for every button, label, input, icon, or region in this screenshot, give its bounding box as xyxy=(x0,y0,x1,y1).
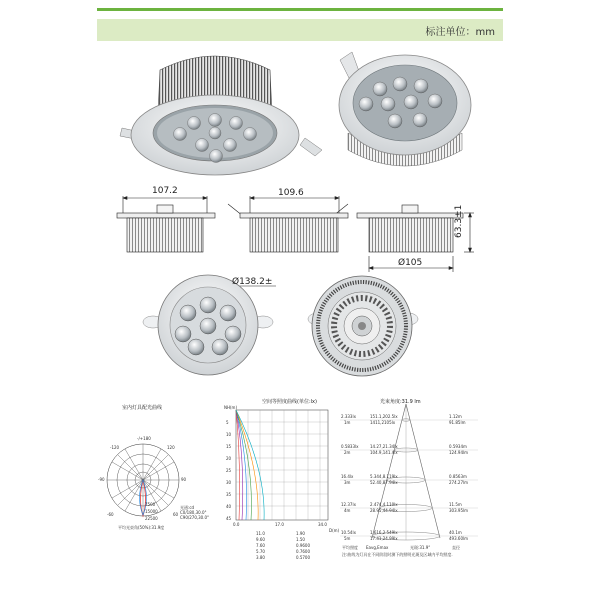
isolux-legend-value: 3.80 xyxy=(256,555,265,560)
polar-angle-neg90: -90 xyxy=(98,477,105,482)
isolux-chart-title: 空间等照度曲线(单位:lx) xyxy=(262,399,317,405)
side-view-2 xyxy=(228,196,348,252)
cone-mid-a: 151.1,202.5lx xyxy=(370,414,398,419)
cone-left-a: 12.37lx xyxy=(341,502,356,507)
isolux-y-tick: 45 xyxy=(226,516,232,521)
rear-view xyxy=(308,276,418,376)
cone-left-a: 2.333lx xyxy=(341,414,356,419)
cone-left-a: 0.5833lx xyxy=(341,444,359,449)
polar-legend-3: C90/270,30.0° xyxy=(180,515,210,520)
polar-angle-neg60: -60 xyxy=(107,512,114,517)
dim-cutout: Ø138.2± xyxy=(232,277,273,287)
isolux-x-tick: 34.0 xyxy=(318,522,327,527)
isolux-legend-value: 9.60 xyxy=(256,537,265,542)
isolux-legend-value: 0.7600 xyxy=(296,549,310,554)
dim-width-a: 107.2 xyxy=(152,186,178,196)
cone-left-a: 10.54lx xyxy=(341,530,356,535)
isolux-y-tick: 35 xyxy=(226,492,232,497)
cone-left-b: 1m xyxy=(344,420,351,425)
isolux-chart xyxy=(236,410,328,520)
isolux-x-unit: D(m) xyxy=(329,528,340,533)
cone-mid-b: 28.95,44.94lx xyxy=(370,508,398,513)
cone-mid-a: 14.27,21.34lx xyxy=(370,444,398,449)
isolux-y-label: NH(m) xyxy=(224,405,238,410)
polar-radial-3: 22500 xyxy=(145,516,158,521)
isolux-y-tick: 25 xyxy=(226,468,232,473)
isolux-y-tick: 20 xyxy=(226,456,232,461)
cone-right-b: 91.85lm xyxy=(449,420,466,425)
front-view xyxy=(143,275,276,375)
cone-left-b: 2m xyxy=(344,450,351,455)
cone-right-a: 40.1m xyxy=(449,530,462,535)
cone-chart-title: 光束角度:31.9 lm xyxy=(380,399,421,405)
cone-mid-b: 52.40,87.94lx xyxy=(370,480,398,485)
polar-legend-2: C0/180,30.0° xyxy=(180,510,207,515)
cone-left-a: 16.4lx xyxy=(341,474,354,479)
polar-angle-180: -/+180 xyxy=(137,436,151,441)
polar-chart xyxy=(107,444,179,516)
cone-mid-a: 5.344,8.119lx xyxy=(370,474,398,479)
cone-right-a: 0.5934m xyxy=(449,444,467,449)
cone-mid-b: 1411,2105lx xyxy=(370,420,396,425)
product-3d-front-view xyxy=(120,56,322,175)
isolux-legend-value: 7.60 xyxy=(256,543,265,548)
cone-right-b: 303.95lm xyxy=(449,508,469,513)
cone-mid-a: 1.616,2.549lx xyxy=(370,530,398,535)
cone-right-b: 274.27lm xyxy=(449,480,469,485)
side-view-1 xyxy=(117,196,215,252)
cone-left-b: 3m xyxy=(344,480,351,485)
cone-footer-beam: 光斑:31.9° xyxy=(410,545,431,550)
polar-chart-title: 室内灯具配光曲线 xyxy=(122,405,163,411)
isolux-legend-value: 0.9600 xyxy=(296,543,310,548)
isolux-y-tick: 5 xyxy=(226,420,229,425)
cone-footer-right: 直径 xyxy=(452,545,460,550)
cone-footer-mid: Eavg,Emax xyxy=(366,545,389,550)
cone-footer-left: 平均照度 xyxy=(342,545,358,550)
polar-angle-120: 120 xyxy=(167,445,175,450)
isolux-legend-value: 0.5700 xyxy=(296,555,310,560)
cone-right-b: 124.94lm xyxy=(449,450,469,455)
isolux-y-tick: 30 xyxy=(226,480,232,485)
isolux-legend-value: 5.70 xyxy=(256,549,265,554)
isolux-legend-value: 1.90 xyxy=(296,531,305,536)
polar-angle-90: 90 xyxy=(181,477,187,482)
cone-left-b: 5m xyxy=(344,536,351,541)
cone-right-a: 1.12m xyxy=(449,414,462,419)
cone-right-a: 11.5m xyxy=(449,502,462,507)
polar-radial-1: 7500 xyxy=(145,502,156,507)
cone-right-b: 493.60lm xyxy=(449,536,469,541)
polar-radial-2: 15000 xyxy=(145,509,158,514)
cone-right-a: 0.8563m xyxy=(449,474,467,479)
isolux-x-tick: 0.0 xyxy=(233,522,240,527)
cone-mid-a: 2.474,4.110lx xyxy=(370,502,398,507)
cone-mid-b: 17.41,24.99lx xyxy=(370,536,398,541)
polar-angle-neg120: -120 xyxy=(110,445,120,450)
isolux-legend-value: 1.50 xyxy=(296,537,305,542)
isolux-legend-value: 11.0 xyxy=(256,531,265,536)
isolux-x-tick: 17.0 xyxy=(275,522,284,527)
cone-left-b: 4m xyxy=(344,508,351,513)
dim-base-diameter: Ø105 xyxy=(398,258,423,268)
isolux-y-tick: 10 xyxy=(226,432,232,437)
isolux-y-tick: 15 xyxy=(226,444,232,449)
cone-mid-b: 104.9,141.4lx xyxy=(370,450,398,455)
dim-width-b: 109.6 xyxy=(278,188,304,198)
cone-note: 注:曲线为灯具在不同阶段时测下的照明光斑及区域内平均照度. xyxy=(342,552,453,557)
isolux-y-tick: 40 xyxy=(226,504,232,509)
polar-footer: 平均光束角(50%):31.9度 xyxy=(118,525,165,530)
unit-note: 标注单位：mm xyxy=(425,27,495,38)
product-3d-tilted-view xyxy=(339,52,471,166)
polar-angle-60: 60 xyxy=(173,512,179,517)
polar-legend-1: 光通:cd xyxy=(180,505,195,510)
dim-height: 63.3±1 xyxy=(454,204,464,238)
